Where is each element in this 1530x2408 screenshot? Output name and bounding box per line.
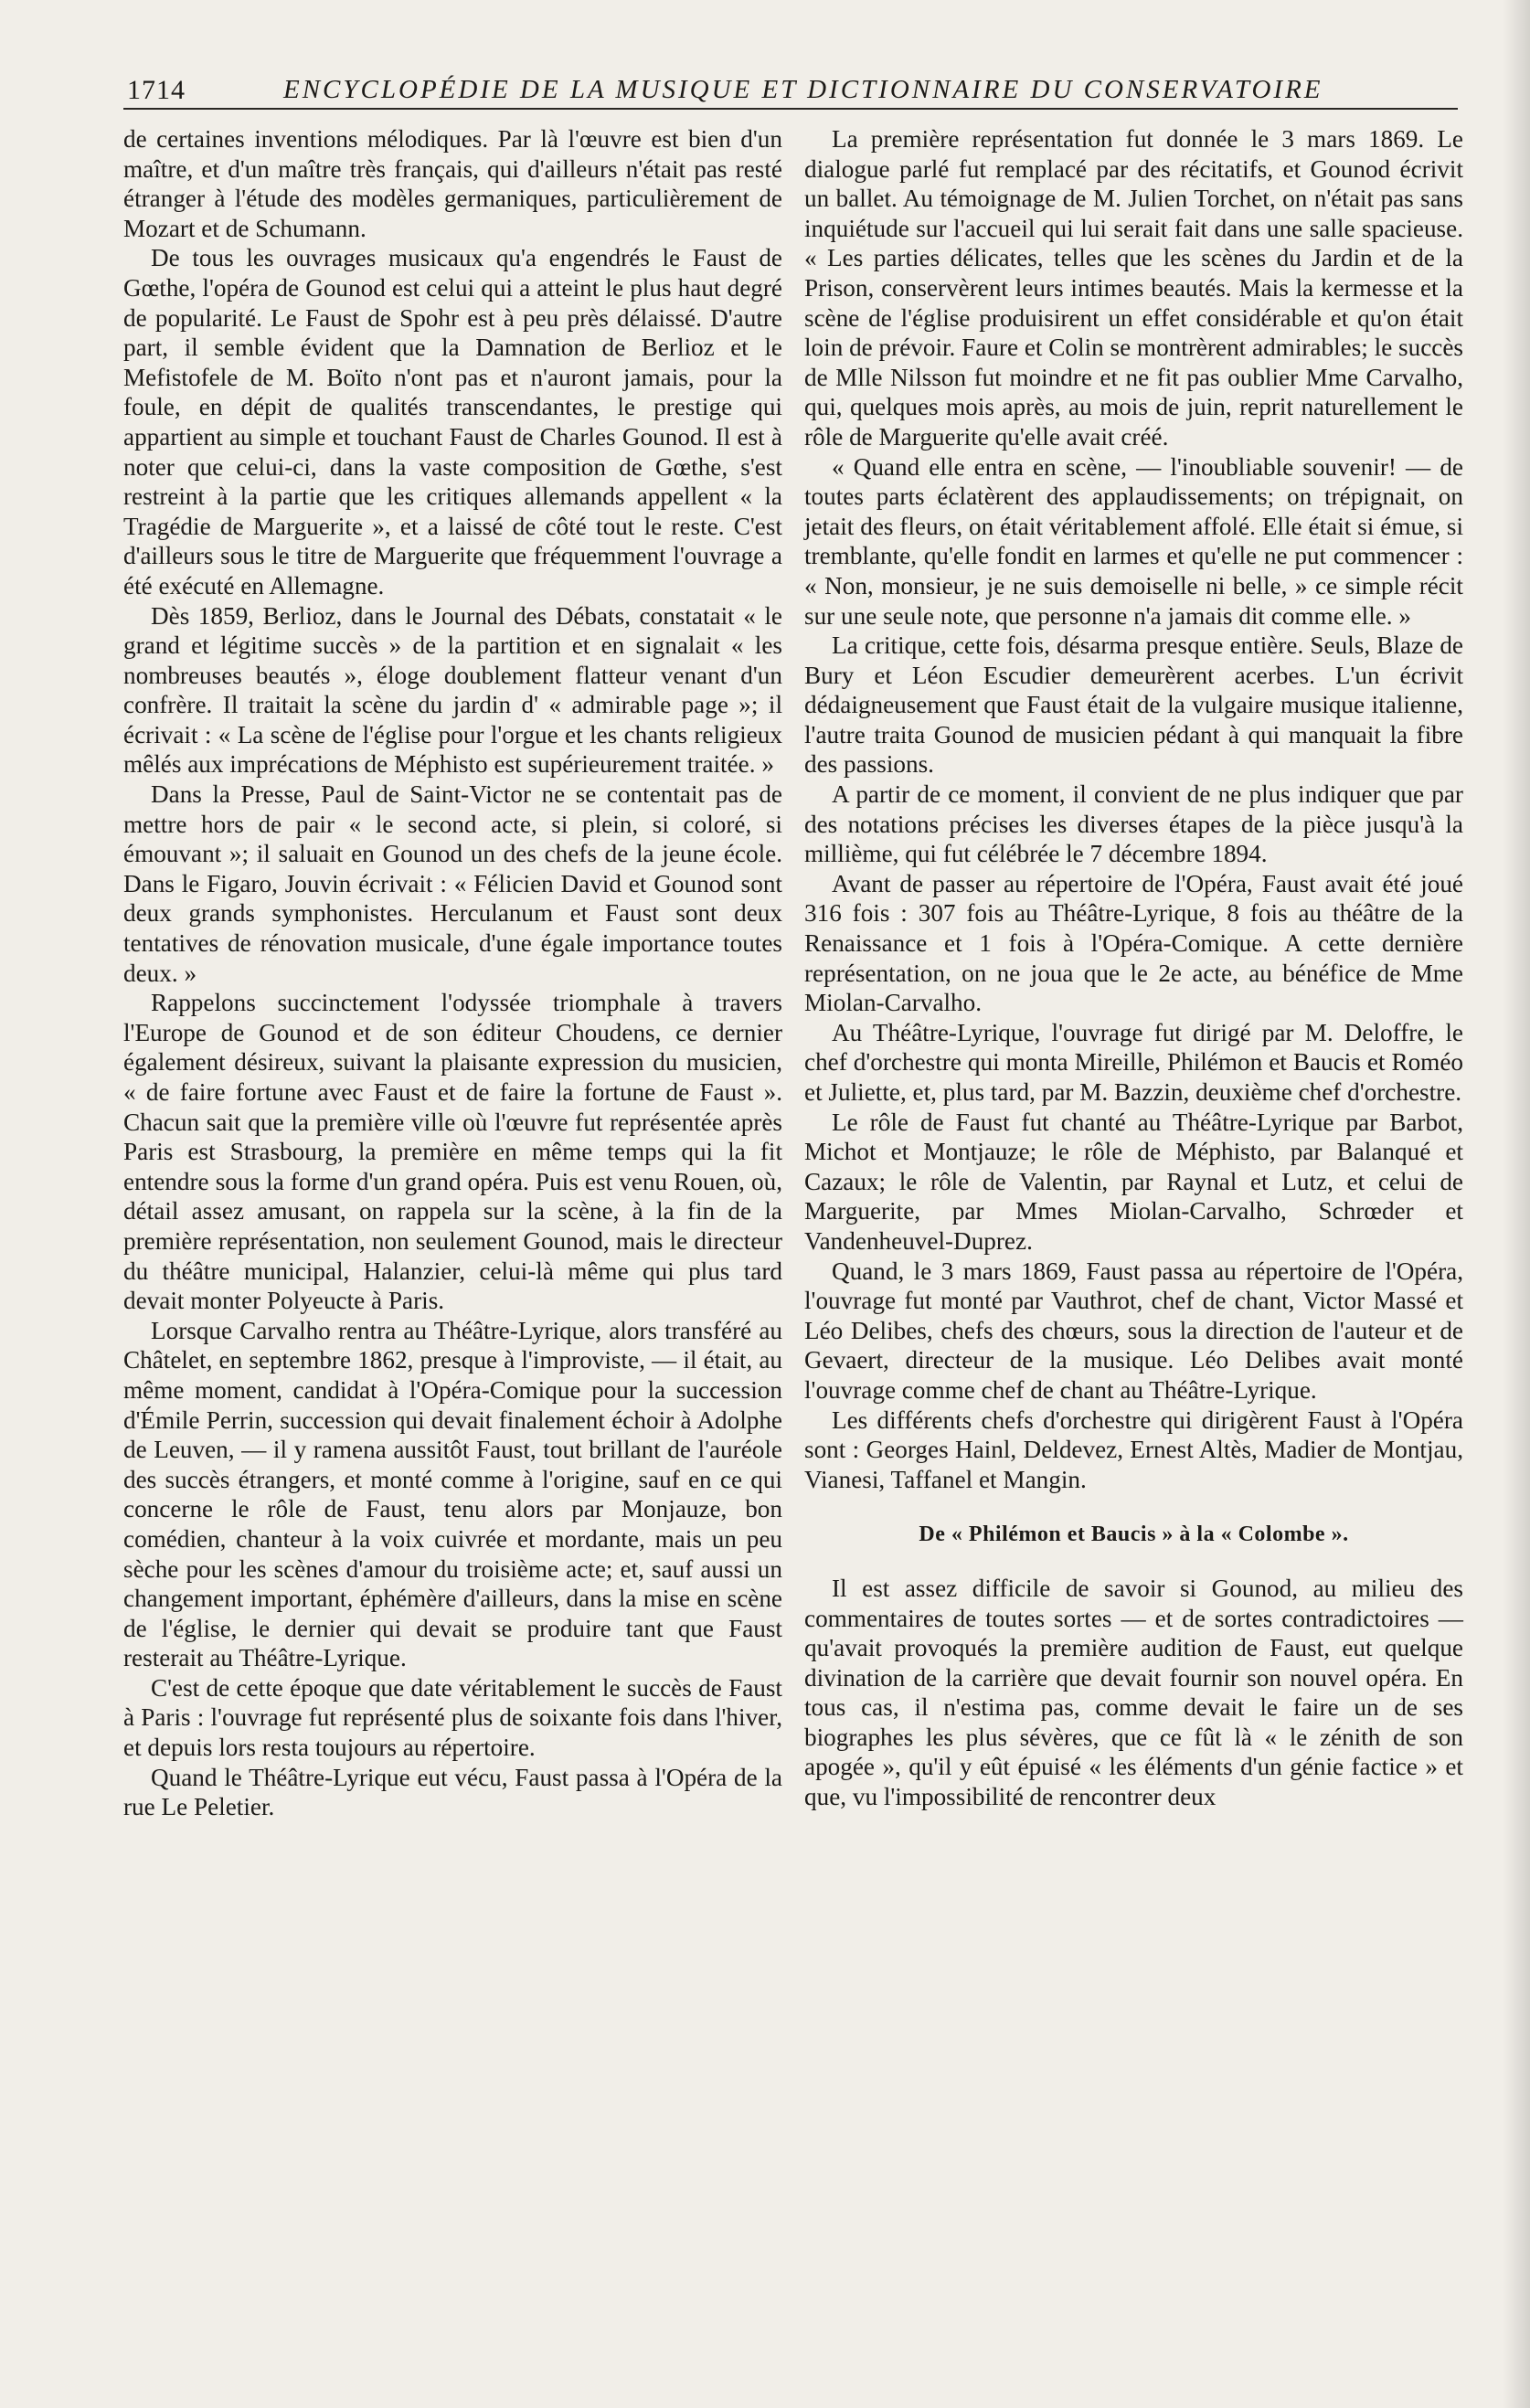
running-header xyxy=(123,73,1458,110)
right-column xyxy=(804,124,1463,1812)
section-heading: De « Philémon et Baucis » à la « Colombe ». xyxy=(919,1522,1349,1547)
paragraph: Dès 1859, Berlioz, dans le Journal des Débats, constatait « le grand et légitime succès » de la partition et en signalait « les nombreuses beautés », éloge doublement flatteur venant d'un confrère. Il traitait la scène du jardin d' « admirable page »; il écrivait : « La scène de l'église pour l'orgue et les chants religieux mêlés aux imprécations de Méphisto est supérieurement traitée. » xyxy=(123,601,782,779)
paragraph: Dans la Presse, Paul de Saint-Victor ne se contentait pas de mettre hors de pair « le second acte, si plein, si coloré, si émouvant »; il saluait en Gounod un des chefs de la jeune école. Dans le Figaro, Jouvin écrivait : « Félicien David et Gounod sont deux grands symphonistes. Herculanum et Faust sont deux tentatives de rénovation musicale, d'une égale importance toutes deux. » xyxy=(123,780,782,987)
paragraph: Rappelons succinctement l'odyssée triomphale à travers l'Europe de Gounod et de son éditeur Choudens, ce dernier également désireux, suivant la plaisante expression du musicien, « de faire fortune avec Faust et de faire la fortune de Faust ». Chacun sait que la première ville où l'œuvre fut représentée après Paris est Strasbourg, la première en même temps qui la fit entendre sous la forme d'un grand opéra. Puis est venu Rouen, où, détail assez amusant, on rappela sur la scène, à la fin de la première représentation, non seulement Gounod, mais le directeur du théâtre municipal, Halanzier, celui-là même qui plus tard devait monter Polyeucte à Paris. xyxy=(123,989,782,1315)
paragraph: Avant de passer au répertoire de l'Opéra, Faust avait été joué 316 fois : 307 fois au Théâtre-Lyrique, 8 fois au théâtre de la Renaissance et 1 fois à l'Opéra-Comique. A cette dernière représentation, on ne joua que le 2e acte, au bénéfice de Mme Miolan-Carvalho. xyxy=(804,869,1463,1017)
paragraph: Les différents chefs d'orchestre qui dirigèrent Faust à l'Opéra sont : Georges Hainl, Deldevez, Ernest Altès, Madier de Montjau, Vianesi, Taffanel et Mangin. xyxy=(804,1406,1463,1493)
paragraph: La première représentation fut donnée le 3 mars 1869. Le dialogue parlé fut remplacé par des récitatifs, et Gounod écrivit un ballet. Au témoignage de M. Julien Torchet, on n'était pas sans inquiétude sur l'accueil qui lui serait fait dans une salle spacieuse. « Les parties délicates, telles que les scènes du Jardin et de la Prison, conservèrent leurs intimes beautés. Mais la kermesse et la scène de l'église produisirent un effet considérable et qu'on était loin de prévoir. Faure et Colin se montrèrent admirables; le succès de Mlle Nilsson fut moindre et ne fit pas oublier Mme Carvalho, qui, quelques mois après, au mois de juin, reprit naturellement le rôle de Marguerite qu'elle avait créé. xyxy=(804,125,1464,451)
paragraph: Quand, le 3 mars 1869, Faust passa au répertoire de l'Opéra, l'ouvrage fut monté par Vauthrot, chef de chant, Victor Massé et Léo Delibes, chefs des chœurs, sous la direction de l'auteur et de Gevaert, directeur de la musique. Léo Delibes avait monté l'ouvrage comme chef de chant au Théâtre-Lyrique. xyxy=(804,1257,1463,1404)
page-edge-shadow xyxy=(1503,0,1530,2408)
paragraph: Au Théâtre-Lyrique, l'ouvrage fut dirigé par M. Deloffre, le chef d'orchestre qui monta Mireille, Philémon et Baucis et Roméo et Juliette, et, plus tard, par M. Bazzin, deuxième chef d'orchestre. xyxy=(804,1018,1463,1106)
paragraph: A partir de ce moment, il convient de ne plus indiquer que par des notations précises les diverses étapes de la pièce jusqu'à la millième, qui fut célébrée le 7 décembre 1894. xyxy=(804,780,1463,868)
paragraph: Lorsque Carvalho rentra au Théâtre-Lyrique, alors transféré au Châtelet, en septembre 1862, presque à l'improviste, — il était, au même moment, candidat à l'Opéra-Comique pour la succession d'Émile Perrin, succession qui devait finalement échoir à Adolphe de Leuven, — il y ramena aussitôt Faust, tout brillant de l'auréole des succès étrangers, et monté comme à l'origine, sauf en ce qui concerne le rôle de Faust, tenu alors par Monjauze, bon comédien, chanteur à la voix cuivrée et mordante, mais un peu sèche pour les scènes d'amour du troisième acte; et, sauf aussi un changement important, éphémère d'ailleurs, dans la mise en scène de l'église, le dernier qui devait se produire tant que Faust resterait au Théâtre-Lyrique. xyxy=(123,1316,782,1672)
left-column xyxy=(123,124,782,1822)
paragraph: De tous les ouvrages musicaux qu'a engendrés le Faust de Gœthe, l'opéra de Gounod est celui qui a atteint le plus haut degré de popularité. Le Faust de Spohr est à peu près délaissé. D'autre part, il semble évident que la Damnation de Berlioz et le Mefistofele de M. Boïto n'ont pas et n'auront jamais, pour la foule, en dépit de qualités transcendantes, le prestige qui appartient au simple et touchant Faust de Charles Gounod. Il est à noter que celui-ci, dans la vaste composition de Gœthe, s'est restreint à la partie que les critiques allemands appellent « la Tragédie de Marguerite », et a laissé de côté tout le reste. C'est d'ailleurs sous le titre de Marguerite que fréquemment l'ouvrage a été exécuté en Allemagne. xyxy=(123,244,782,599)
paragraph: C'est de cette époque que date véritablement le succès de Faust à Paris : l'ouvrage fut représenté plus de soixante fois dans l'hiver, et depuis lors resta toujours au répertoire. xyxy=(123,1673,782,1762)
paragraph: « Quand elle entra en scène, — l'inoubliable souvenir! — de toutes parts éclatèrent des applaudissements; on trépignait, on jetait des fleurs, on était véritablement affolé. Elle était si émue, si tremblante, qu'elle fondit en larmes et qu'elle ne put commencer : « Non, monsieur, je ne suis demoiselle ni belle, » ce simple récit sur une seule note, que personne n'a jamais dit comme elle. » xyxy=(804,452,1463,630)
page-number: 1714 xyxy=(127,75,186,105)
paragraph: de certaines inventions mélodiques. Par là l'œuvre est bien d'un maître, et d'un maître très français, qui d'ailleurs n'était pas resté étranger à l'étude des modèles germaniques, particulièrement de Mozart et de Schumann. xyxy=(123,125,782,242)
paragraph: Il est assez difficile de savoir si Gounod, au milieu des commentaires de toutes sortes — et de sortes contradictoires — qu'avait provoqués la première audition de Faust, eut quelque divination de la carrière que devait fournir son nouvel opéra. En tous cas, il n'estima pas, comme devait le faire un de ses biographes les plus sévères, que ce fût là « le zénith de son apogée », qu'il y eût épuisé « les éléments d'un génie factice » et que, vu l'impossibilité de rencontrer deux xyxy=(804,1574,1463,1811)
paragraph: Le rôle de Faust fut chanté au Théâtre-Lyrique par Barbot, Michot et Montjauze; le rôle de Méphisto, par Balanqué et Cazaux; le rôle de Valentin, par Raynal et Lutz, et celui de Marguerite, par Mmes Miolan-Carvalho, Schrœder et Vandenheuvel-Duprez. xyxy=(804,1108,1463,1255)
paragraph: La critique, cette fois, désarma presque entière. Seuls, Blaze de Bury et Léon Escudier demeurèrent acerbes. L'un écrivit dédaigneusement que Faust était de la vulgaire musique italienne, l'autre traita Gounod de musicien pédant à qui manquait la fibre des passions. xyxy=(804,631,1463,779)
paragraph: Quand le Théâtre-Lyrique eut vécu, Faust passa à l'Opéra de la rue Le Peletier. xyxy=(123,1763,782,1821)
running-title: ENCYCLOPÉDIE DE LA MUSIQUE ET DICTIONNAIRE DU CONSERVATOIRE xyxy=(283,75,1323,104)
